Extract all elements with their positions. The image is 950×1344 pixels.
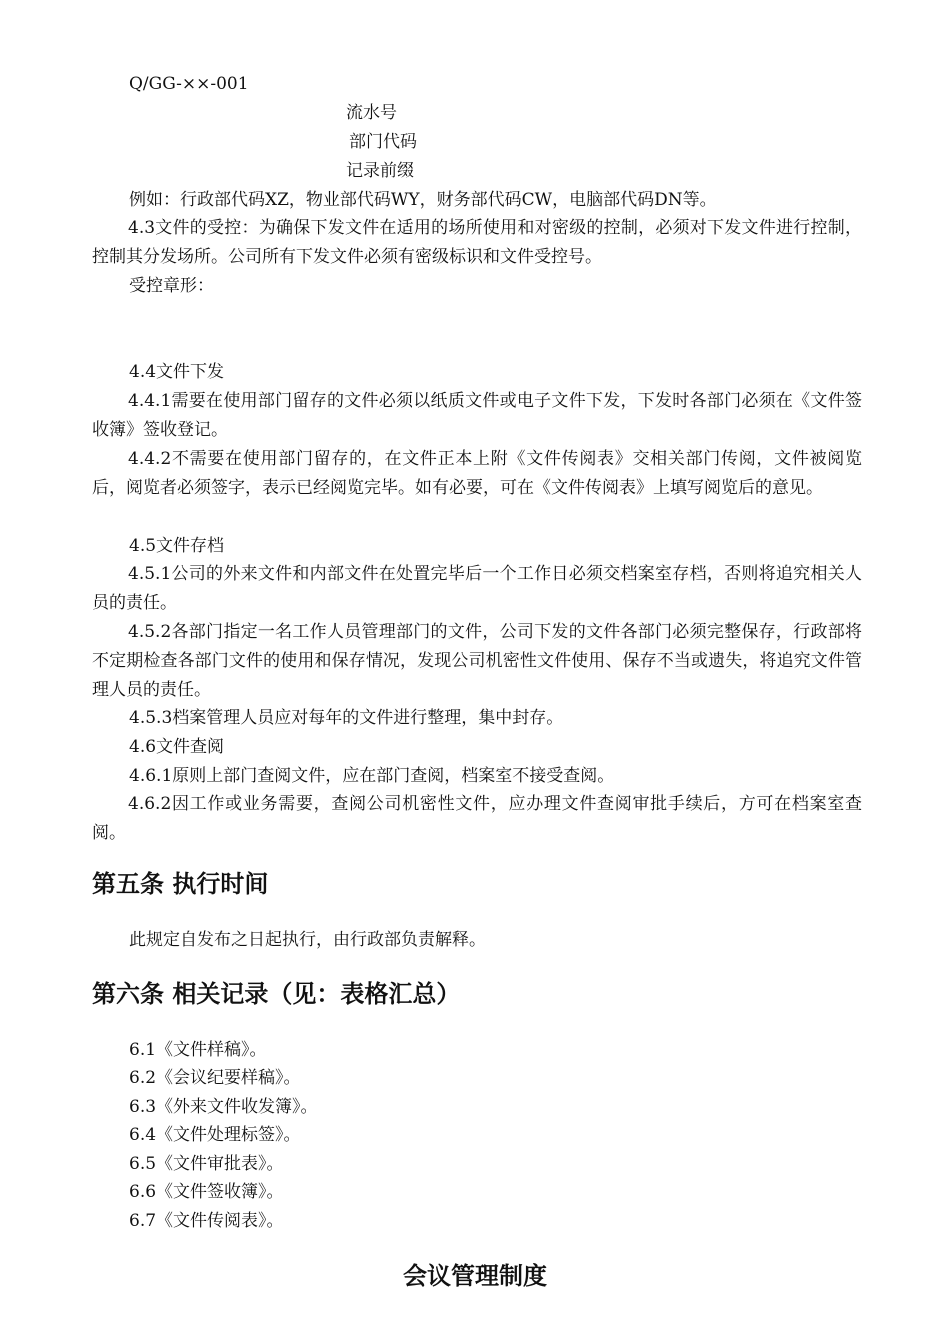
section-4-5-3: 4.5.3档案管理人员应对每年的文件进行整理，集中封存。 xyxy=(129,708,564,728)
article-5-body: 此规定自发布之日起执行，由行政部负责解释。 xyxy=(129,930,486,950)
controlled-stamp-label: 受控章形： xyxy=(129,276,214,296)
section-4-4-2: 4.4.2不需要在使用部门留存的，在文件正本上附《文件传阅表》交相关部门传阅，文件被阅览后，阅览者必须签字，表示已经阅览完毕。如有必要，可在《文件传阅表》上填写阅览后的意见。 xyxy=(92,449,862,498)
section-4-5-title: 4.5文件存档 xyxy=(129,536,225,556)
section-4-5-1: 4.5.1公司的外来文件和内部文件在处置完毕后一个工作日必须交档案室存档，否则将追究相关人员的责任。 xyxy=(92,564,862,613)
serial-number-label: 流水号 xyxy=(346,103,397,123)
section-4-6-title: 4.6文件查阅 xyxy=(129,737,225,757)
section-4-4-title: 4.4文件下发 xyxy=(129,362,225,382)
department-code-label: 部门代码 xyxy=(349,132,417,152)
section-4-4-1: 4.4.1需要在使用部门留存的文件必须以纸质文件或电子文件下发，下发时各部门必须在《文件签收簿》签收登记。 xyxy=(92,391,862,440)
record-item: 6.1《文件样稿》。 xyxy=(129,1040,267,1060)
example-line: 例如：行政部代码XZ，物业部代码WY，财务部代码CW，电脑部代码DN等。 xyxy=(129,190,717,210)
article-5-heading: 第五条 执行时间 xyxy=(92,870,269,898)
next-section-title: 会议管理制度 xyxy=(403,1262,547,1290)
section-4-3: 4.3文件的受控：为确保下发文件在适用的场所使用和对密级的控制，必须对下发文件进行控制，控制其分发场所。公司所有下发文件必须有密级标识和文件受控号。 xyxy=(92,218,862,267)
section-4-6-1: 4.6.1原则上部门查阅文件，应在部门查阅，档案室不接受查阅。 xyxy=(129,766,615,786)
record-item: 6.2《会议纪要样稿》。 xyxy=(129,1068,301,1088)
section-4-6-2: 4.6.2因工作或业务需要，查阅公司机密性文件，应办理文件查阅审批手续后，方可在档案室查阅。 xyxy=(92,794,862,843)
record-item: 6.6《文件签收簿》。 xyxy=(129,1182,284,1202)
record-prefix-label: 记录前缀 xyxy=(346,161,414,181)
doc-code-format: Q/GG-××-001 xyxy=(129,74,249,94)
record-item: 6.5《文件审批表》。 xyxy=(129,1154,284,1174)
record-item: 6.3《外来文件收发簿》。 xyxy=(129,1097,318,1117)
section-4-5-2: 4.5.2各部门指定一名工作人员管理部门的文件，公司下发的文件各部门必须完整保存，行政部将不定期检查各部门文件的使用和保存情况，发现公司机密性文件使用、保存不当或遗失，将追究文件管理人员的责任。 xyxy=(92,622,862,700)
article-6-heading: 第六条 相关记录（见：表格汇总） xyxy=(92,980,461,1008)
record-item: 6.7《文件传阅表》。 xyxy=(129,1211,284,1231)
record-item: 6.4《文件处理标签》。 xyxy=(129,1125,301,1145)
